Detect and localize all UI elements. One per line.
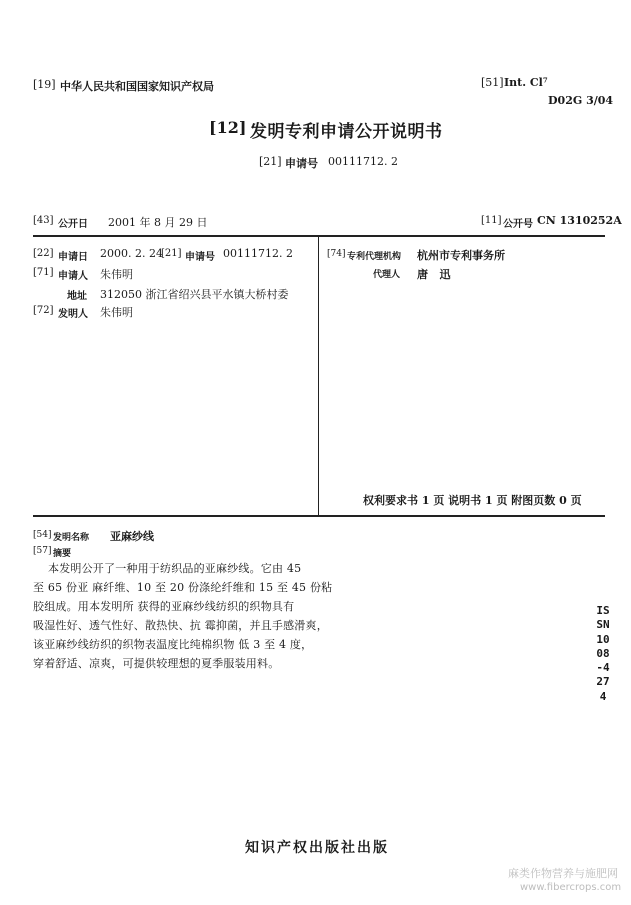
pub-no-code: [11]: [481, 215, 502, 226]
app-no-label: 申请号: [285, 157, 318, 170]
pub-no-label: 公开号: [503, 219, 533, 230]
abstract-line: 该亚麻纱线纺织的织物表温度比纯棉织物 低 3 至 4 度，: [33, 638, 313, 651]
agency-name: 杭州市专利事务所: [417, 249, 505, 262]
column-divider: [318, 236, 319, 516]
inventor-name: 朱伟明: [100, 306, 133, 319]
abstract-line: 穿着舒适、凉爽，可提供较理想的夏季服装用料。: [33, 657, 280, 670]
bib-app-label: 申请号: [185, 252, 215, 263]
agent-label: 代理人: [373, 270, 401, 280]
bib-app-no: 00111712. 2: [223, 247, 293, 260]
abstract-line: 胶组成。用本发明所 获得的亚麻纱线纺织的织物具有: [33, 600, 295, 613]
filing-code: [22]: [33, 248, 54, 259]
issn-vertical: ISSN1008-4274: [596, 604, 610, 703]
invention-title: 亚麻纱线: [110, 530, 154, 543]
page-counts: 权利要求书 1 页 说明书 1 页 附图页数 0 页: [363, 494, 582, 507]
address-label: 地址: [67, 291, 87, 302]
title-label: 发明名称: [53, 533, 90, 543]
bib-app-code: [21]: [161, 248, 182, 259]
pub-date-code: [43]: [33, 215, 54, 226]
abstract-code: [57]: [33, 546, 52, 556]
abstract-line: 本发明公开了一种用于纺织品的亚麻纱线。它由 45: [48, 562, 302, 575]
pub-no: CN 1310252A: [537, 214, 622, 227]
applicant-label: 申请人: [58, 271, 88, 282]
office-name: 中华人民共和国国家知识产权局: [60, 80, 214, 93]
app-no-code: [21]: [259, 155, 282, 168]
agency-code: [74]: [327, 249, 346, 259]
filing-label: 申请日: [58, 252, 88, 263]
address-value: 312050 浙江省绍兴县平水镇大桥村委: [100, 288, 289, 301]
publisher-footer: 知识产权出版社出版: [245, 840, 389, 856]
agency-label: 专利代理机构: [347, 252, 402, 262]
abstract-line: 至 65 份亚 麻纤维、10 至 20 份涤纶纤维和 15 至 45 份粘: [33, 581, 333, 594]
watermark-line-1: 麻类作物营养与施肥网: [508, 867, 618, 880]
inventor-code: [72]: [33, 305, 54, 316]
filing-date: 2000. 2. 24: [100, 247, 163, 260]
abstract-label: 摘要: [53, 549, 72, 559]
abstract-line: 吸湿性好、透气性好、散热快、抗 霉抑菌，并且手感滑爽，: [33, 619, 328, 632]
rule-middle: [33, 515, 605, 517]
pub-date-label: 公开日: [58, 219, 88, 230]
classification: D02G 3/04: [548, 94, 614, 107]
title-code: [54]: [33, 530, 52, 540]
doc-type-title: 发明专利申请公开说明书: [250, 122, 443, 142]
intcl-code: [51]: [481, 76, 504, 89]
applicant-name: 朱伟明: [100, 268, 133, 281]
app-no-value: 00111712. 2: [328, 155, 398, 168]
doc-type-code: [12]: [209, 118, 247, 137]
office-code: [19]: [33, 78, 56, 91]
applicant-code: [71]: [33, 267, 54, 278]
pub-date: 2001 年 8 月 29 日: [108, 216, 208, 229]
inventor-label: 发明人: [58, 309, 88, 320]
agent-name: 唐 迅: [417, 268, 451, 281]
rule-top: [33, 235, 605, 237]
intcl-label: Int. Cl⁷: [504, 76, 548, 89]
watermark-line-2: www.fibercrops.com: [520, 882, 622, 893]
